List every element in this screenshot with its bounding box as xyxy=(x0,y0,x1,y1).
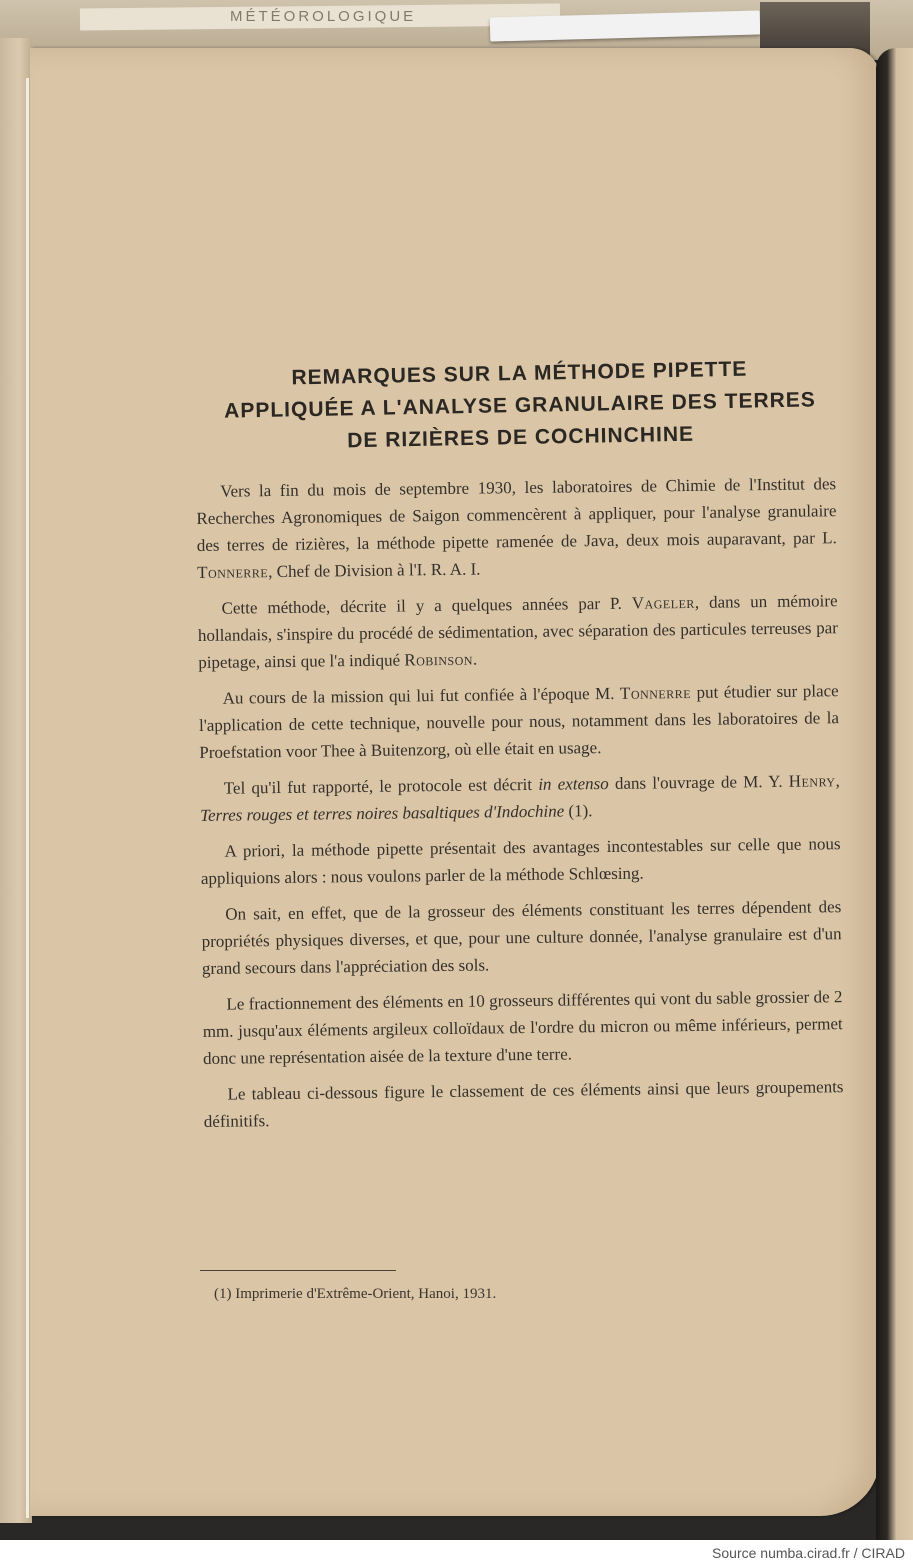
paragraph-4: Tel qu'il fut rapporté, le protocole est décrit in extenso dans l'ouvrage de M. Y. Henry, Terres rouges et terres noires basaltiques d'Indochine (1). xyxy=(200,771,840,825)
paragraph-2: Cette méthode, décrite il y a quelques années par P. Vageler, dans un mémoire hollandais, s'inspire du procédé de sédimentation, avec séparation des particules terreuses par pipetage, ainsi que l'a indiqué Robinson. xyxy=(197,591,838,672)
binder-label-text: MÉTÉOROLOGIQUE xyxy=(230,8,417,25)
author-name: Robinson xyxy=(404,649,474,670)
paragraph-5: A priori, la méthode pipette présentait des avantages incontestables sur celle que nous appliquions alors : nous voulons parler de la méthode Schlœsing. xyxy=(200,834,841,888)
cited-work-title: Terres rouges et terres noires basaltiques d'Indochine xyxy=(200,801,565,825)
paragraph-8: Le tableau ci-dessous figure le classement de ces éléments ainsi que leurs groupements définitifs. xyxy=(203,1077,844,1131)
article-body xyxy=(196,470,844,1144)
paragraph-6: On sait, en effet, que de la grosseur des éléments constituant les terres dépendent des propriétés physiques diverses, et que, pour une culture donnée, l'analyse granulaire est d'un grand secours dans l'appréciation des sols. xyxy=(201,897,842,978)
footnote: (1) Imprimerie d'Extrême-Orient, Hanoi, 1931. xyxy=(214,1286,497,1302)
title-line-3: DE RIZIÈRES DE COCHINCHINE xyxy=(346,422,695,453)
source-credit: Source numba.cirad.fr / CIRAD xyxy=(712,1545,905,1561)
article-title xyxy=(179,351,861,460)
paragraph-1: Vers la fin du mois de septembre 1930, les laboratoires de Chimie de l'Institut des Recherches Agronomiques de Saigon commencèrent à appliquer, pour l'analyse granulaire des terres de rizières, la méthode pipette ramenée de Java, deux mois auparavant, par L. Tonnerre, Chef de Division à l'I. R. A. I. xyxy=(196,474,837,582)
author-name: Vageler xyxy=(631,592,695,613)
author-name: Tonnerre xyxy=(619,682,692,703)
author-name: Tonnerre xyxy=(197,562,269,582)
title-line-2: APPLIQUÉE A L'ANALYSE GRANULAIRE DES TERRES xyxy=(223,388,817,423)
title-line-1: REMARQUES SUR LA MÉTHODE PIPETTE xyxy=(291,357,748,390)
page-stack-edge xyxy=(26,78,29,1518)
footnote-divider xyxy=(200,1270,396,1271)
paragraph-7: Le fractionnement des éléments en 10 grosseurs différentes qui vont du sable grossier de 2 mm. jusqu'aux éléments argileux colloïdaux de l'ordre du micron ou même inférieurs, permet donc une représentation aisée de la texture d'une terre. xyxy=(202,987,843,1068)
paragraph-3: Au cours de la mission qui lui fut confiée à l'époque M. Tonnerre put étudier sur place l'application de cette technique, nouvelle pour nous, notamment dans les laboratoires de la Proefstation voor Thee à Buitenzorg, où elle était en usage. xyxy=(198,681,840,762)
author-name: Henry xyxy=(788,771,836,791)
page-edge-right xyxy=(876,48,913,1540)
